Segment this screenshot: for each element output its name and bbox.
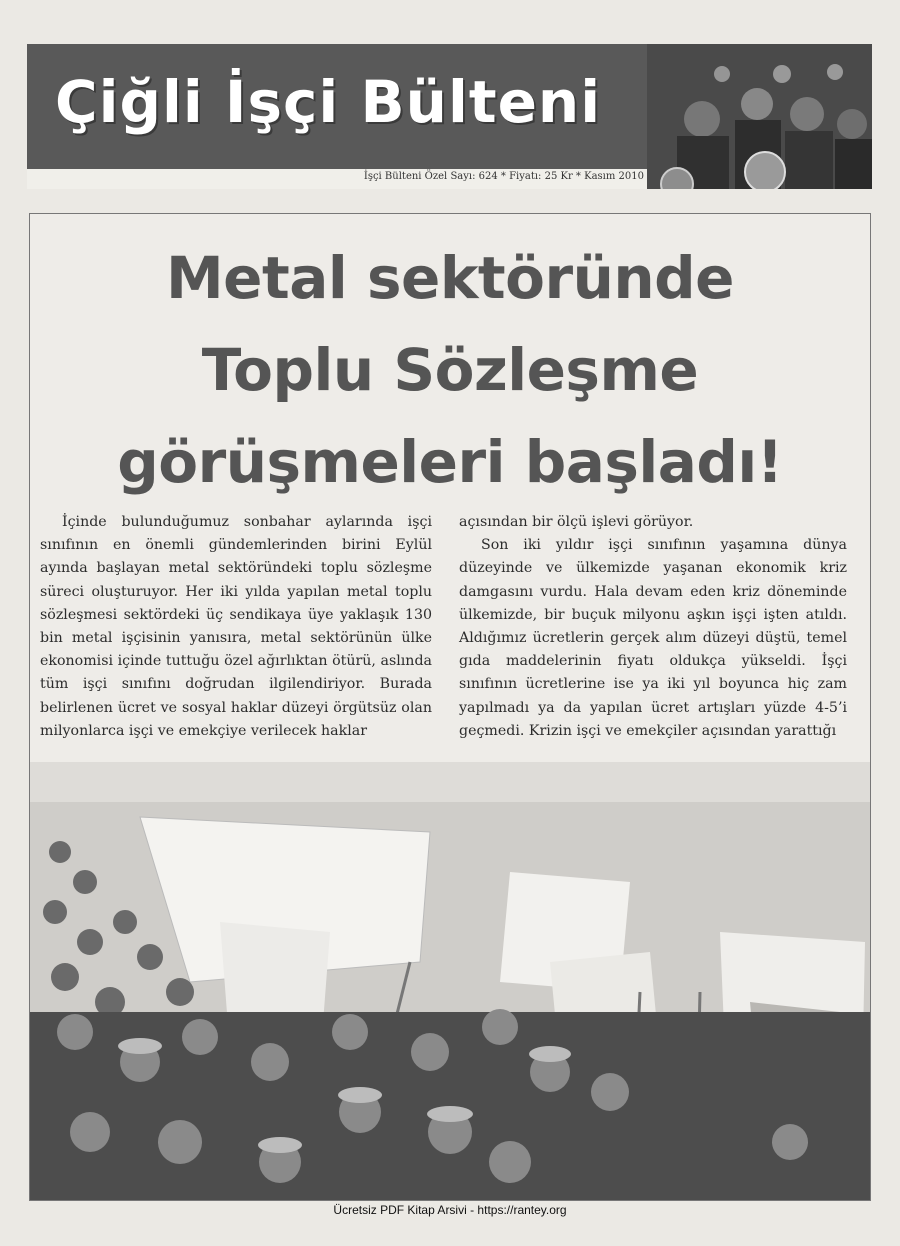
issue-info: İşçi Bülteni Özel Sayı: 624 * Fiyatı: 25 Kr * Kasım 2010 bbox=[363, 171, 644, 182]
headline-line-3: görüşmeleri başladı! bbox=[117, 428, 783, 496]
footer-source-note: Ücretsiz PDF Kitap Arsivi - https://rantey.org bbox=[333, 1203, 567, 1217]
protest-crowd-image bbox=[647, 44, 872, 189]
newsletter-title: Çiğli İşçi Bülteni bbox=[55, 68, 602, 136]
masthead-protest-photo bbox=[647, 44, 872, 189]
demonstration-photo bbox=[30, 762, 870, 1200]
masthead bbox=[27, 44, 872, 189]
article-headline bbox=[30, 232, 870, 508]
article-paragraph: Son iki yıldır işçi sınıfının yaşamına dünya düzeyinde ve ülkemizde yaşanan ekonomik kriz damgasını vurdu. Hala devam eden kriz döneminde ülkemizde, bir buçuk milyonu aşkın işçi işten atıldı. Aldığımız ücretlerin gerçek alım düzeyi düştü, temel gıda maddelerinin fiyatı oldukça yükseldi. İşçi sınıfının ücretlerine ise ya iki yıl boyunca hiç zam yapılmadı ya da yapılan ücret artışları yüzde 4-5’i geçmedi. Krizin işçi ve emekçiler açısından yarattığı bbox=[459, 537, 847, 739]
article-paragraph: açısından bir ölçü işlevi görüyor. bbox=[459, 514, 694, 530]
article-paragraph: İçinde bulunduğumuz sonbahar aylarında işçi sınıfının en önemli gündemlerinden birini Eylül ayında başlayan metal sektöründeki toplu sözleşme süreci oluşturuyor. Her iki yılda yapılan metal toplu sözleşmesi sektördeki üç sendikaya üye yaklaşık 130 bin metal işçisinin yanısıra, metal sektörünün ülke ekonomisi içinde tuttuğu özel ağırlıktan ötürü, aslında tüm işçi sınıfını doğrudan ilgilendiriyor. Burada belirlenen ücret ve sosyal haklar düzeyi örgütsüz olan milyonlarca işçi ve emekçiye verilecek haklar bbox=[40, 514, 432, 739]
headline-line-1: Metal sektöründe bbox=[165, 244, 735, 312]
main-article bbox=[29, 213, 871, 1201]
headline-line-2: Toplu Sözleşme bbox=[201, 336, 699, 404]
article-column-right bbox=[459, 511, 847, 743]
workers-march-image bbox=[30, 762, 870, 1200]
article-column-left bbox=[40, 511, 432, 743]
